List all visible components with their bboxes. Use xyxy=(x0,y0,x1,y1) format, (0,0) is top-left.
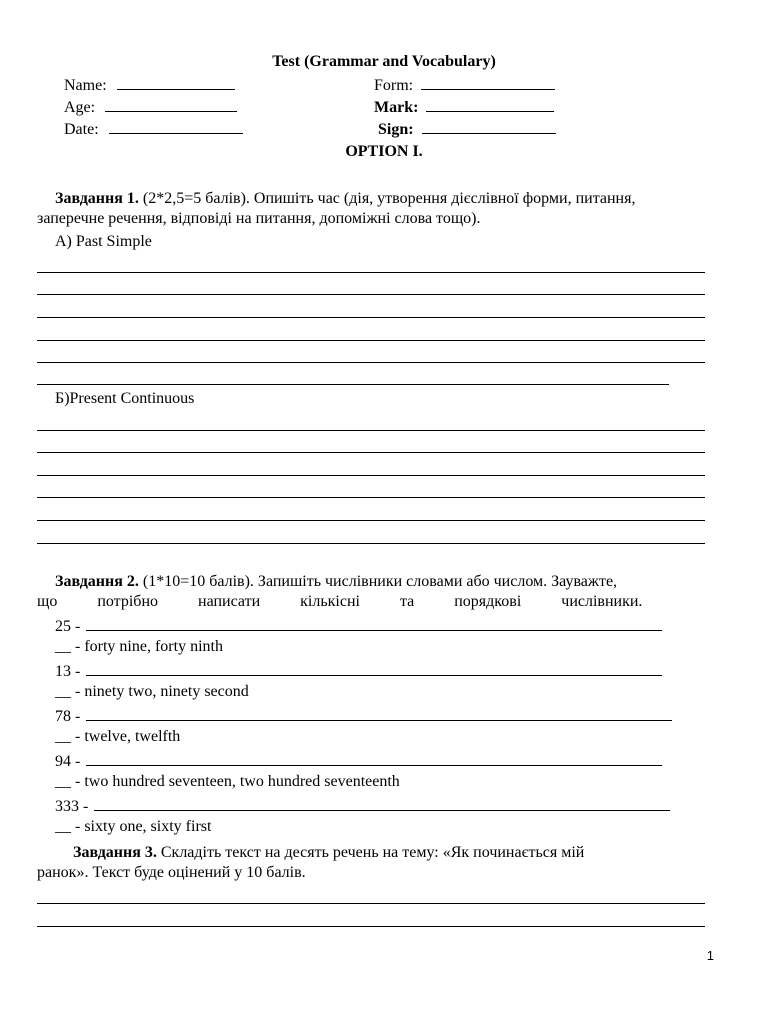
task3-text-line1: Складіть текст на десять речень на тему: «Як починається мій xyxy=(160,844,585,861)
task3-text-line2: ранок». Текст буде оцінений у 10 балів. xyxy=(37,864,306,881)
task3-instructions xyxy=(37,841,714,864)
task2-item-label: 333 - xyxy=(55,798,89,815)
answer-line[interactable] xyxy=(37,452,705,453)
answer-line[interactable] xyxy=(37,430,705,431)
mark-label: Mark: xyxy=(374,99,419,116)
task2-item xyxy=(55,796,670,816)
task2-item-label: __ - twelve, twelfth xyxy=(55,728,181,745)
sign-field xyxy=(378,119,556,139)
test-title: Test (Grammar and Vocabulary) xyxy=(272,53,496,70)
task2-item xyxy=(55,751,662,771)
task3-heading: Завдання 3. xyxy=(73,844,157,861)
form-label: Form: xyxy=(374,77,414,94)
task1-text-line1: (2*2,5=5 балів). Опишіть час (дія, утворення дієслівної форми, питання, xyxy=(142,190,636,207)
mark-blank[interactable] xyxy=(426,97,554,112)
answer-line[interactable] xyxy=(37,340,705,341)
date-blank[interactable] xyxy=(109,119,243,134)
task2-heading: Завдання 2. xyxy=(55,573,139,590)
answer-line[interactable] xyxy=(37,903,705,904)
task2-item-blank[interactable] xyxy=(86,706,672,721)
page-number: 1 xyxy=(706,948,714,963)
task2-text-line2: що потрібно написати кількісні та порядкові числівники. xyxy=(37,593,643,610)
task2-item-blank[interactable] xyxy=(94,796,670,811)
task2-item xyxy=(55,706,672,726)
task2-item-blank[interactable] xyxy=(86,661,662,676)
date-label: Date: xyxy=(64,121,99,138)
answer-line[interactable] xyxy=(37,294,705,295)
answer-line[interactable] xyxy=(37,926,705,927)
option-heading: OPTION I. xyxy=(345,143,423,160)
task2-item-label: __ - ninety two, ninety second xyxy=(55,683,249,700)
task2-item xyxy=(55,616,662,636)
answer-line[interactable] xyxy=(37,272,705,273)
answer-line[interactable] xyxy=(37,362,705,363)
task2-item xyxy=(55,661,662,681)
task2-text-line1: (1*10=10 балів). Запишіть числівники словами або числом. Зауважте, xyxy=(142,573,618,590)
task2-item-blank[interactable] xyxy=(86,616,662,631)
task1-text-line2: заперечне речення, відповіді на питання, допоміжні слова тощо). xyxy=(37,210,481,227)
age-blank[interactable] xyxy=(105,97,237,112)
task2-item-label: 94 - xyxy=(55,753,81,770)
age-field xyxy=(64,97,237,117)
answer-line[interactable] xyxy=(37,475,705,476)
name-label: Name: xyxy=(64,77,107,94)
task2-item-label: 78 - xyxy=(55,708,81,725)
name-field xyxy=(64,75,235,95)
name-blank[interactable] xyxy=(117,75,235,90)
task2-item-label: 13 - xyxy=(55,663,81,680)
sign-blank[interactable] xyxy=(422,119,556,134)
task2-item-label: __ - forty nine, forty ninth xyxy=(55,638,223,655)
age-label: Age: xyxy=(64,99,96,116)
task2-item-label: 25 - xyxy=(55,618,81,635)
date-field xyxy=(64,119,243,139)
task2-item-blank[interactable] xyxy=(86,751,662,766)
answer-line[interactable] xyxy=(37,384,669,385)
answer-line[interactable] xyxy=(37,497,705,498)
mark-field xyxy=(374,97,554,117)
form-blank[interactable] xyxy=(421,75,555,90)
task1-part-b-label: Б)Present Continuous xyxy=(55,390,195,407)
answer-line[interactable] xyxy=(37,317,705,318)
answer-line[interactable] xyxy=(37,543,705,544)
task2-instructions xyxy=(37,570,714,593)
task1-part-a-label: А) Past Simple xyxy=(55,233,152,250)
task1-heading: Завдання 1. xyxy=(55,190,139,207)
task2-item-label: __ - two hundred seventeen, two hundred seventeenth xyxy=(55,773,400,790)
form-field xyxy=(374,75,555,95)
answer-line[interactable] xyxy=(37,520,705,521)
task1-instructions xyxy=(37,187,714,210)
sign-label: Sign: xyxy=(378,121,414,138)
task2-item-label: __ - sixty one, sixty first xyxy=(55,818,212,835)
